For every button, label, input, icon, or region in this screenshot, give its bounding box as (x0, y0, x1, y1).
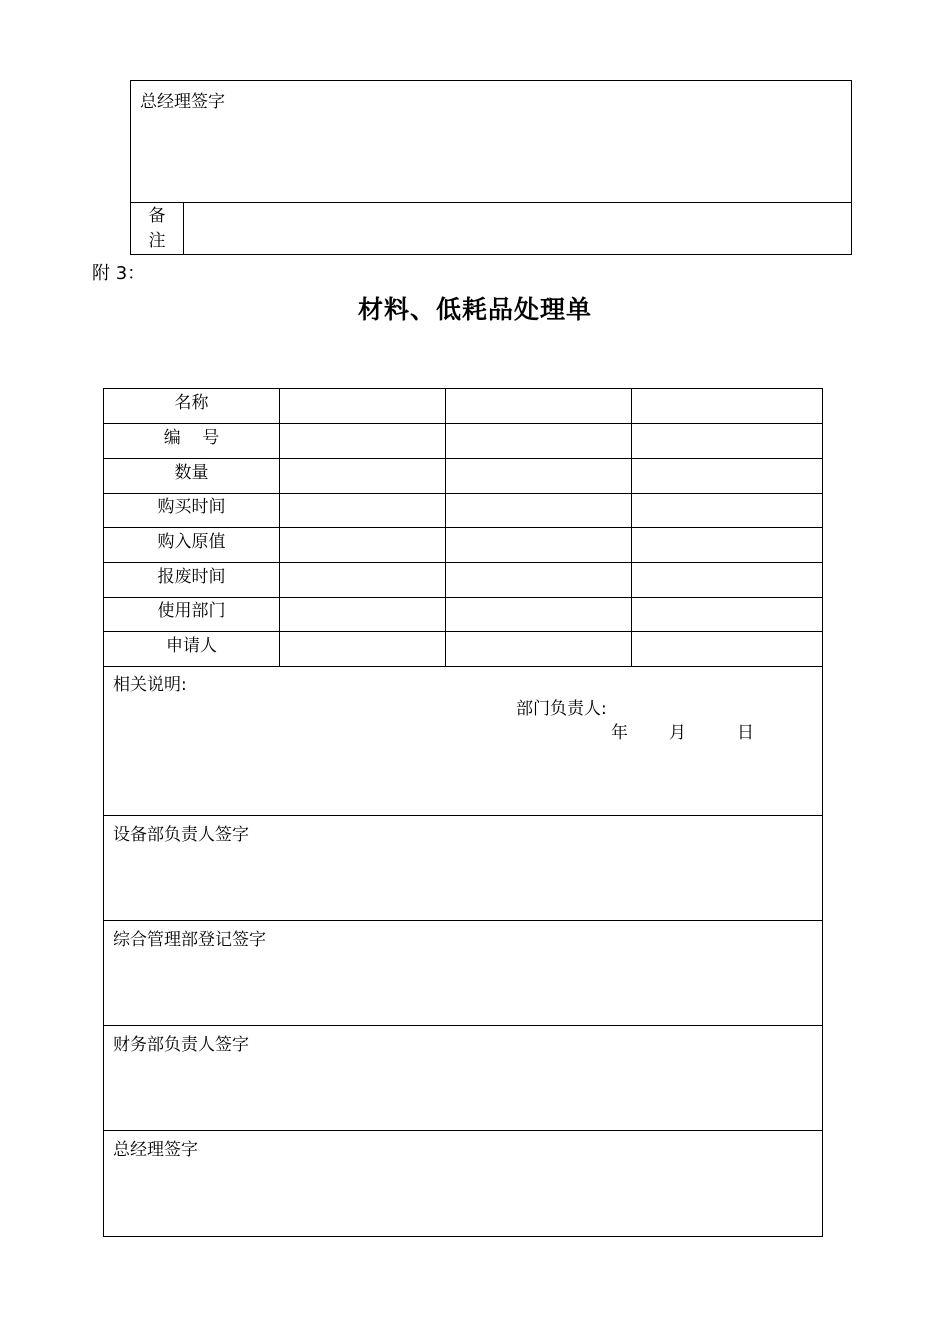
date-month-label: 月 (669, 723, 686, 743)
input-cell[interactable] (632, 493, 822, 527)
general-manager-signature-label: 总经理签字 (140, 92, 225, 112)
input-cell[interactable] (446, 459, 632, 493)
general-manager-signature-label: 总经理签字 (113, 1140, 198, 1160)
input-cell[interactable] (446, 597, 632, 631)
general-manager-signature-cell[interactable] (131, 81, 851, 203)
input-cell[interactable] (446, 389, 632, 423)
row-label-quantity: 数量 (104, 459, 280, 493)
remarks-char: 注 (148, 231, 166, 251)
row-label-purchase-date: 购买时间 (104, 493, 280, 527)
table-row (104, 597, 822, 632)
input-cell[interactable] (446, 493, 632, 527)
input-cell[interactable] (632, 597, 822, 631)
general-manager-signature-block[interactable] (104, 1131, 822, 1236)
input-cell[interactable] (280, 493, 446, 527)
row-label-scrap-date: 报废时间 (104, 563, 280, 597)
admin-dept-signature-block[interactable] (104, 921, 822, 1026)
input-cell[interactable] (280, 528, 446, 562)
date-day-label: 日 (737, 723, 754, 743)
appendix-label: 附 3： (92, 263, 146, 284)
equipment-dept-signature-label: 设备部负责人签字 (113, 825, 249, 845)
row-label-number: 编 号 (104, 424, 280, 458)
table-row (104, 459, 822, 494)
input-cell[interactable] (632, 459, 822, 493)
table-row (104, 632, 822, 667)
description-block[interactable] (104, 666, 822, 816)
input-cell[interactable] (280, 632, 446, 666)
disposal-form-table (103, 388, 823, 1237)
description-label: 相关说明: (113, 675, 187, 695)
admin-dept-signature-label: 综合管理部登记签字 (113, 930, 266, 950)
input-cell[interactable] (632, 424, 822, 458)
input-cell[interactable] (280, 597, 446, 631)
page-title: 材料、低耗品处理单 (357, 295, 592, 324)
row-label-department: 使用部门 (104, 597, 280, 631)
table-row (104, 389, 822, 424)
finance-dept-signature-label: 财务部负责人签字 (113, 1035, 249, 1055)
input-cell[interactable] (632, 389, 822, 423)
previous-form-table (130, 80, 852, 255)
date-year-label: 年 (611, 723, 628, 743)
table-row (104, 493, 822, 528)
input-cell[interactable] (446, 424, 632, 458)
table-row (104, 424, 822, 459)
finance-dept-signature-block[interactable] (104, 1026, 822, 1131)
input-cell[interactable] (632, 632, 822, 666)
input-cell[interactable] (446, 632, 632, 666)
input-cell[interactable] (280, 459, 446, 493)
remarks-label (131, 203, 184, 254)
remarks-field[interactable] (184, 203, 851, 254)
input-cell[interactable] (632, 528, 822, 562)
dept-head-label: 部门负责人: (516, 699, 607, 719)
table-row (104, 563, 822, 598)
input-cell[interactable] (280, 389, 446, 423)
row-label-name: 名称 (104, 389, 280, 423)
input-cell[interactable] (280, 563, 446, 597)
row-label-applicant: 申请人 (104, 632, 280, 666)
input-cell[interactable] (446, 528, 632, 562)
input-cell[interactable] (446, 563, 632, 597)
input-cell[interactable] (280, 424, 446, 458)
row-label-original-value: 购入原值 (104, 528, 280, 562)
remarks-char: 备 (148, 206, 166, 226)
input-cell[interactable] (632, 563, 822, 597)
equipment-dept-signature-block[interactable] (104, 816, 822, 921)
table-row (104, 528, 822, 563)
